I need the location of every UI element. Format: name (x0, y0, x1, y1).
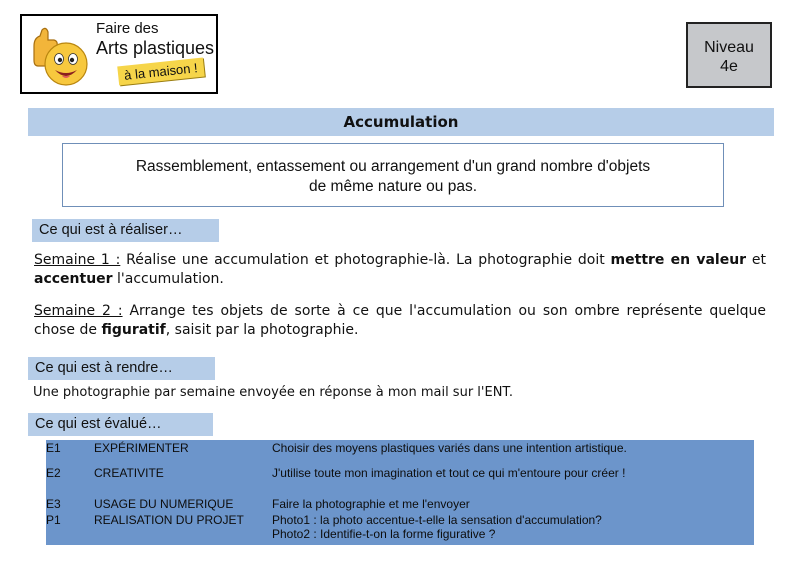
evaluation-table (46, 440, 754, 545)
semaine-1-bold-b: accentuer (34, 271, 113, 287)
niveau-box (686, 22, 772, 88)
semaine-2-label: Semaine 2 : (34, 303, 123, 319)
evaluation-skill: REALISATION DU PROJET (94, 513, 244, 527)
evaluation-code: E1 (46, 441, 61, 455)
evaluation-desc: Choisir des moyens plastiques variés dans une intention artistique. (272, 441, 627, 455)
section-realiser: Ce qui est à réaliser… (32, 219, 219, 242)
semaine-2-paragraph (34, 302, 766, 340)
thumbs-up-smiley-icon (28, 26, 88, 92)
logo (20, 14, 218, 94)
evaluation-desc: Photo1 : la photo accentue-t-elle la sensation d'accumulation? (272, 513, 602, 527)
evaluation-code: E2 (46, 466, 61, 480)
semaine-1-bold-a: mettre en valeur (610, 252, 747, 268)
page-title: Accumulation (28, 108, 774, 136)
logo-line-1: Faire des (96, 20, 159, 37)
definition-line-2: de même nature ou pas. (308, 178, 478, 195)
evaluation-code: P1 (46, 513, 61, 527)
semaine-2-text-a: Arrange tes objets de sorte à ce que l'accumulation ou son ombre représente quelque chose de (34, 303, 766, 338)
semaine-1-text-a: Réalise une accumulation et photographie-là. La photographie doit (120, 252, 611, 268)
logo-line-2: Arts plastiques (96, 38, 215, 58)
evaluation-skill: EXPÉRIMENTER (94, 441, 189, 455)
section-rendre: Ce qui est à rendre… (28, 357, 215, 380)
rendre-text: Une photographie par semaine envoyée en réponse à mon mail sur l'ENT. (33, 385, 513, 400)
definition-line-1: Rassemblement, entassement ou arrangement d'un grand nombre d'objets (135, 158, 651, 175)
section-evalue: Ce qui est évalué… (28, 413, 213, 436)
semaine-2-bold-a: figuratif (101, 322, 166, 338)
semaine-1-label: Semaine 1 : (34, 252, 121, 268)
evaluation-skill: USAGE DU NUMERIQUE (94, 497, 234, 511)
niveau-value: 4e (720, 58, 738, 75)
evaluation-desc: Faire la photographie et me l'envoyer (272, 497, 470, 511)
definition-box (62, 143, 724, 207)
evaluation-code: E3 (46, 497, 61, 511)
evaluation-skill: CREATIVITE (94, 466, 164, 480)
semaine-1-paragraph (34, 251, 766, 289)
semaine-1-text-c: l'accumulation. (112, 271, 224, 287)
semaine-2-text-b: , saisit par la photographie. (165, 322, 359, 338)
semaine-1-text-b: et (746, 252, 766, 268)
evaluation-desc: J'utilise toute mon imagination et tout ce qui m'entoure pour créer ! (272, 466, 626, 480)
logo-sticker: à la maison ! (117, 58, 204, 86)
evaluation-desc-2: Photo2 : Identifie-t-on la forme figurative ? (272, 527, 496, 541)
niveau-label: Niveau (704, 39, 754, 56)
